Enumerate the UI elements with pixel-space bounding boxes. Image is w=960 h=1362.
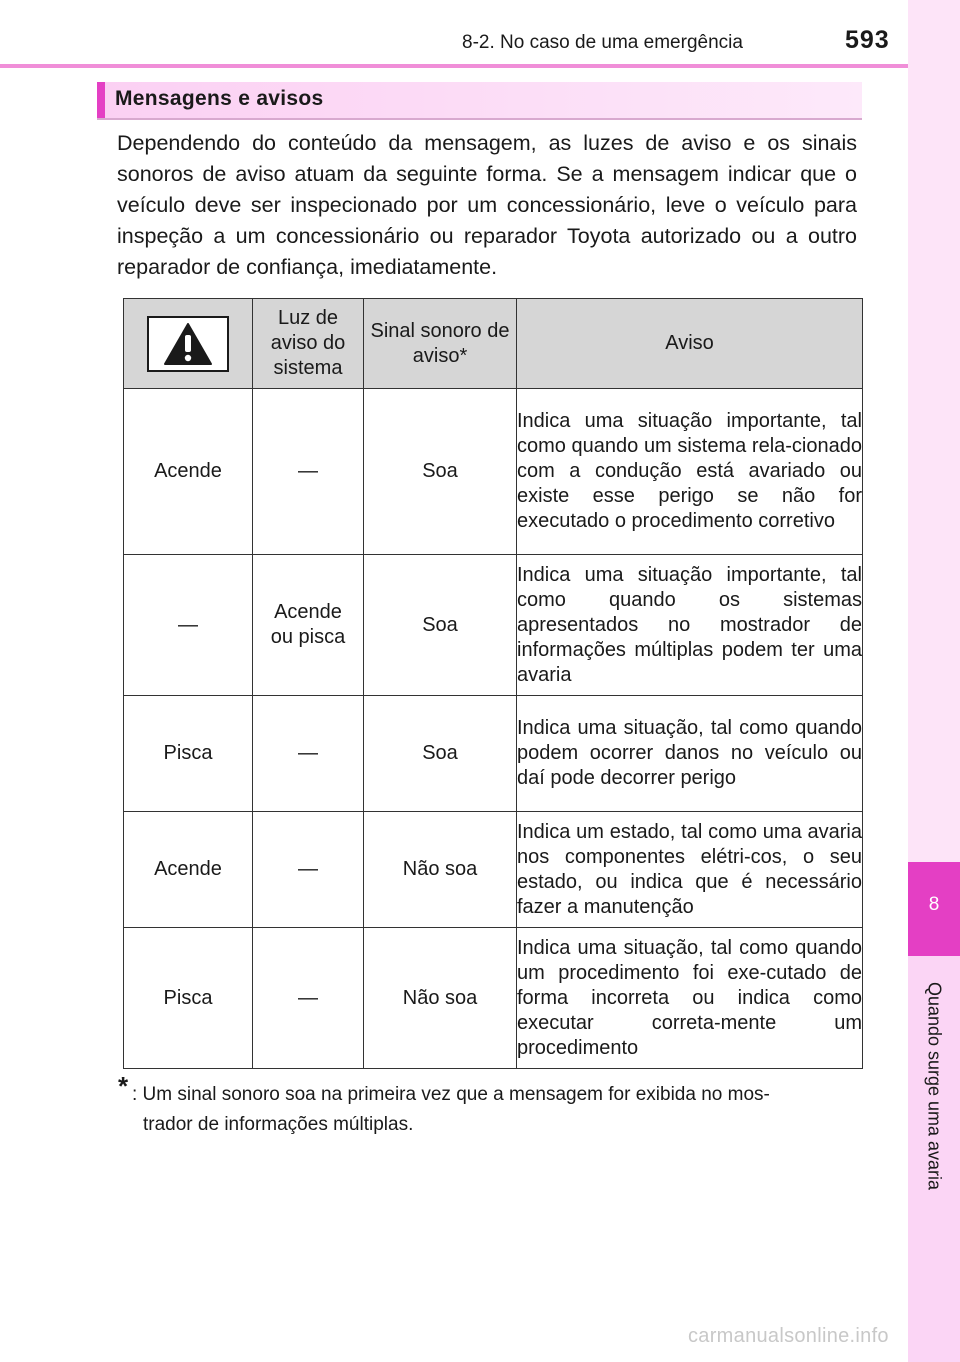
heading-accent-bar	[97, 82, 105, 118]
cell-buzzer: Soa	[364, 696, 517, 812]
chapter-number: 8	[928, 894, 940, 915]
cell-buzzer: Não soa	[364, 812, 517, 928]
warning-table	[123, 298, 863, 1069]
cell-warning-text: Indica uma situação, tal como quando podem ocorrer danos no veículo ou daí pode decorrer perigo	[517, 696, 863, 812]
heading-text: Mensagens e avisos	[115, 87, 324, 110]
cell-buzzer: Não soa	[364, 928, 517, 1069]
table-row	[124, 812, 863, 928]
table-row	[124, 928, 863, 1069]
table-row	[124, 389, 863, 555]
page-number: 593	[845, 26, 890, 54]
header-divider	[0, 64, 908, 68]
header-icon-cell	[124, 299, 253, 389]
footnote-line-2: trador de informações múltiplas.	[143, 1114, 414, 1135]
watermark-text: carmanualsonline.info	[688, 1325, 889, 1347]
cell-system-light: Acende ou pisca	[253, 555, 364, 696]
header-system-light: Luz de aviso do sistema	[253, 299, 364, 389]
cell-indicator: Acende	[124, 389, 253, 555]
cell-indicator: Pisca	[124, 928, 253, 1069]
side-tab-upper	[908, 0, 960, 862]
header-buzzer: Sinal sonoro de aviso*	[364, 299, 517, 389]
cell-indicator: Pisca	[124, 696, 253, 812]
cell-buzzer: Soa	[364, 555, 517, 696]
table-header-row	[124, 299, 863, 389]
cell-indicator: Acende	[124, 812, 253, 928]
cell-warning-text: Indica um estado, tal como uma avaria nos componentes elétri-cos, o seu estado, ou indica que é necessário fazer a manutenção	[517, 812, 863, 928]
table-row	[124, 696, 863, 812]
cell-buzzer: Soa	[364, 389, 517, 555]
cell-warning-text: Indica uma situação importante, tal como quando os sistemas apresentados no mostrador de informações múltiplas podem ter uma avaria	[517, 555, 863, 696]
cell-system-light: —	[253, 696, 364, 812]
cell-system-light: —	[253, 812, 364, 928]
cell-warning-text: Indica uma situação importante, tal como quando um sistema rela-cionado com a condução está avariado ou existe esse perigo se não for executado o procedimento corretivo	[517, 389, 863, 555]
footnote	[132, 1080, 862, 1140]
cell-indicator: —	[124, 555, 253, 696]
footnote-line-1: : Um sinal sonoro soa na primeira vez que a mensagem for exibida no mos-	[132, 1084, 770, 1105]
footnote-marker: *	[118, 1071, 129, 1101]
page-header	[0, 0, 960, 66]
cell-system-light: —	[253, 389, 364, 555]
section-heading	[97, 82, 862, 120]
chapter-title: Quando surge uma avaria	[924, 981, 945, 1191]
intro-paragraph: Dependendo do conteúdo da mensagem, as luzes de aviso e os sinais sonoros de aviso atuam da seguinte forma. Se a mensagem indicar que o veículo deve ser inspecionado por um concessionário, leve o veículo para inspeção a um concessionário ou reparador Toyota autorizado ou a outro reparador de confiança, imediatamente.	[117, 131, 857, 279]
cell-system-light: —	[253, 928, 364, 1069]
section-title: 8-2. No caso de uma emergência	[462, 32, 743, 53]
table-row	[124, 555, 863, 696]
warning-triangle-icon	[147, 316, 229, 372]
header-warning: Aviso	[517, 299, 863, 389]
cell-warning-text: Indica uma situação, tal como quando um procedimento foi exe-cutado de forma incorreta ou indica como executar correta-mente um procedimento	[517, 928, 863, 1069]
